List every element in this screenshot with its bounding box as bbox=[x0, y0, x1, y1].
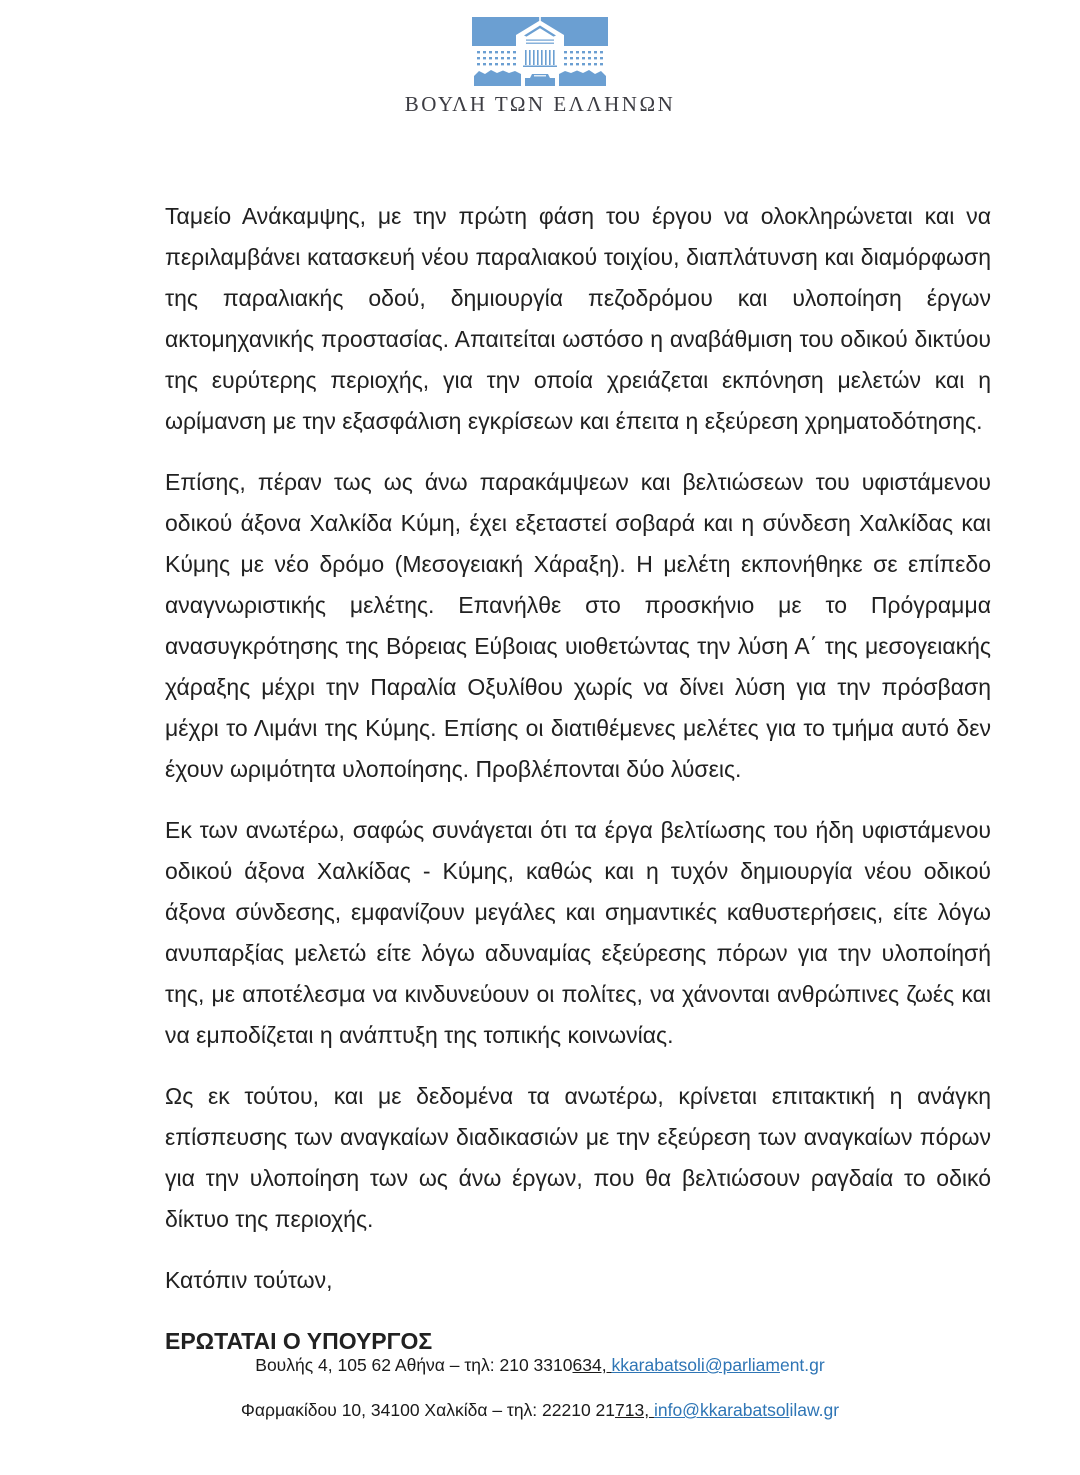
footer-line-chalkida bbox=[0, 1397, 1080, 1423]
body-paragraph-2: Επίσης, πέραν τως ως άνω παρακάμψεων και βελτιώσεων του υφιστάμενου οδικού άξονα Χαλκίδα Κύμη, έχει εξεταστεί σοβαρά και η σύνδεση Χαλκίδας και Κύμης με νέο δρόμο (Μεσογειακή Χάραξη). Η μελέτη εκπονήθηκε σε επίπεδο αναγνωριστικής μελέτης. Επανήλθε στο προσκήνιο με το Πρόγραμμα ανασυγκρότησης της Βόρειας Εύβοιας υιοθετώντας την λύση Α΄ της μεσογειακής χάραξης μέχρι την Παραλία Οξυλίθου χωρίς να δίνει λύση για την πρόσβαση μέχρι το Λιμάνι της Κύμης. Επίσης οι διατιθέμενες μελέτες για το τμήμα αυτό δεν έχουν ωριμότητα υλοποίησης. Προβλέπονται δύο λύσεις. bbox=[165, 469, 991, 782]
letterhead-footer bbox=[0, 1352, 1080, 1442]
footer-chalkida-tel-underlined: 713, bbox=[615, 1400, 654, 1420]
body-paragraph-3: Εκ των ανωτέρω, σαφώς συνάγεται ότι τα έργα βελτίωσης του ήδη υφιστάμενου οδικού άξονα Χαλκίδας - Κύμης, καθώς και η τυχόν δημιουργία νέου οδικού άξονα σύνδεσης, εμφανίζουν μεγάλες και σημαντικές καθυστερήσεις, είτε λόγω ανυπαρξίας μελετώ είτε λόγω αδυναμίας εξεύρεσης πόρων για την υλοποίησή της, με αποτέλεσμα να κινδυνεύουν οι πολίτες, να χάνονται ανθρώπινες ζωές και να εμποδίζεται η ανάπτυξη της τοπικής κοινωνίας. bbox=[165, 817, 991, 1048]
email-link-parliament[interactable]: kkarabatsoli@parliam bbox=[611, 1355, 780, 1375]
org-name: ΒΟΥΛΗ ΤΩΝ ΕΛΛΗΝΩΝ bbox=[404, 92, 676, 116]
question-heading: ΕΡΩΤΑΤΑΙ Ο ΥΠΟΥΡΓΟΣ bbox=[165, 1328, 433, 1354]
email-link-lawoffice[interactable]: info@kkarabatsol bbox=[653, 1400, 790, 1420]
body-paragraph-1: Ταμείο Ανάκαμψης, με την πρώτη φάση του έργου να ολοκληρώνεται και να περιλαμβάνει κατασκευή νέου παραλιακού τοιχίου, διαπλάτυνση και διαμόρφωση της παραλιακής οδού, δημιουργία πεζοδρόμου και υλοποίηση έργων ακτομηχανικής προστασίας. Απαιτείται ωστόσο η αναβάθμιση του οδικού δικτύου της ευρύτερης περιοχής, για την οποία χρειάζεται εκπόνηση μελετών και η ωρίμανση με την εξασφάλιση εγκρίσεων και έπειτα η εξεύρεση χρηματοδότησης. bbox=[165, 203, 991, 434]
email-link-parliament-suffix[interactable]: ent.gr bbox=[779, 1355, 825, 1375]
parliament-building-logo bbox=[472, 8, 608, 88]
footer-line-athens bbox=[0, 1352, 1080, 1378]
closing-line: Κατόπιν τούτων, bbox=[165, 1267, 333, 1293]
letterhead-header bbox=[0, 0, 1080, 117]
footer-chalkida-address: Φαρμακίδου 10, 34100 Χαλκίδα – τηλ: 22210 21 bbox=[240, 1400, 616, 1420]
letter-body bbox=[165, 196, 991, 1382]
email-link-lawoffice-suffix[interactable]: ilaw.gr bbox=[789, 1400, 840, 1420]
body-paragraph-4: Ως εκ τούτου, και με δεδομένα τα ανωτέρω, κρίνεται επιτακτική η ανάγκη επίσπευσης των αναγκαίων διαδικασιών με την εξεύρεση των αναγκαίων πόρων για την υλοποίηση των ως άνω έργων, που θα βελτιώσουν ραγδαία το οδικό δίκτυο της περιοχής. bbox=[165, 1083, 991, 1232]
footer-athens-address: Βουλής 4, 105 62 Αθήνα – τηλ: 210 3310 bbox=[255, 1355, 573, 1375]
footer-athens-tel-underlined: 634, bbox=[572, 1355, 612, 1375]
